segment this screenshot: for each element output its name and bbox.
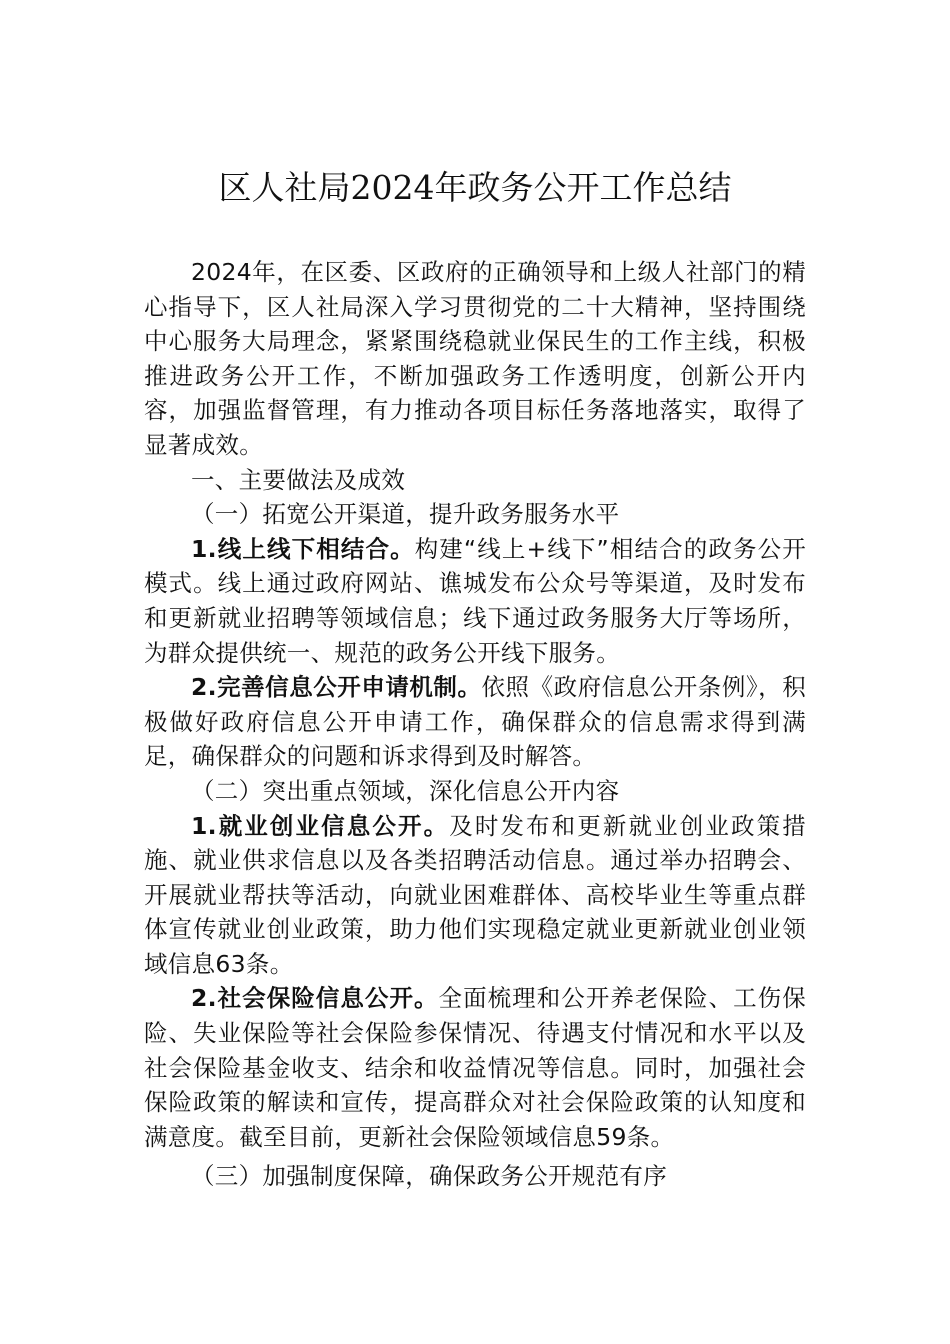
document-body [144, 255, 806, 1194]
item-2-2-lead: 2.社会保险信息公开。 [191, 984, 439, 1013]
intro-paragraph: 2024年，在区委、区政府的正确领导和上级人社部门的精心指导下，区人社局深入学习贯彻党的二十大精神，坚持围绕中心服务大局理念，紧紧围绕稳就业保民生的工作主线，积极推进政务公开工作，不断加强政务工作透明度，创新公开内容，加强监督管理，有力推动各项目标任务落地落实，取得了显著成效。 [144, 258, 806, 459]
item-1-1-text: 构建“线上+线下”相结合的政务公开模式。线上通过政府网站、谯城发布公众号等渠道，及时发布和更新就业招聘等领域信息；线下通过政务服务大厅等场所，为群众提供统一、规范的政务公开线下服务。 [144, 534, 806, 667]
item-1-2-text: 依照《政府信息公开条例》，积极做好政府信息公开申请工作，确保群众的信息需求得到满足，确保群众的问题和诉求得到及时解答。 [144, 673, 806, 771]
item-2-2-text: 全面梳理和公开养老保险、工伤保险、失业保险等社会保险参保情况、待遇支付情况和水平以及社会保险基金收支、结余和收益情况等信息。同时，加强社会保险政策的解读和宣传，提高群众对社会保险政策的认知度和满意度。截至目前，更新社会保险领域信息59条。 [144, 984, 806, 1151]
section-1-heading: 一、主要做法及成效 [191, 465, 406, 494]
item-2-1-text: 及时发布和更新就业创业政策措施、就业供求信息以及各类招聘活动信息。通过举办招聘会、开展就业帮扶等活动，向就业困难群体、高校毕业生等重点群体宣传就业创业政策，助力他们实现稳定就业更新就业创业领域信息63条。 [144, 811, 806, 978]
item-1-1-lead: 1.线上线下相结合。 [191, 534, 415, 563]
item-1-2-paragraph [144, 670, 806, 774]
subsection-2-heading: （二）突出重点领域，深化信息公开内容 [191, 776, 620, 805]
subsection-3-heading: （三）加强制度保障，确保政务公开规范有序 [191, 1162, 667, 1191]
item-2-2-paragraph [144, 981, 806, 1154]
item-1-1-paragraph [144, 532, 806, 670]
subsection-1-heading: （一）拓宽公开渠道，提升政务服务水平 [191, 500, 620, 529]
item-2-1-lead: 1.就业创业信息公开。 [191, 811, 450, 840]
document-title: 区人社局2024年政务公开工作总结 [218, 168, 732, 207]
item-2-1-paragraph [144, 809, 806, 982]
item-1-2-lead: 2.完善信息公开申请机制。 [191, 673, 482, 702]
